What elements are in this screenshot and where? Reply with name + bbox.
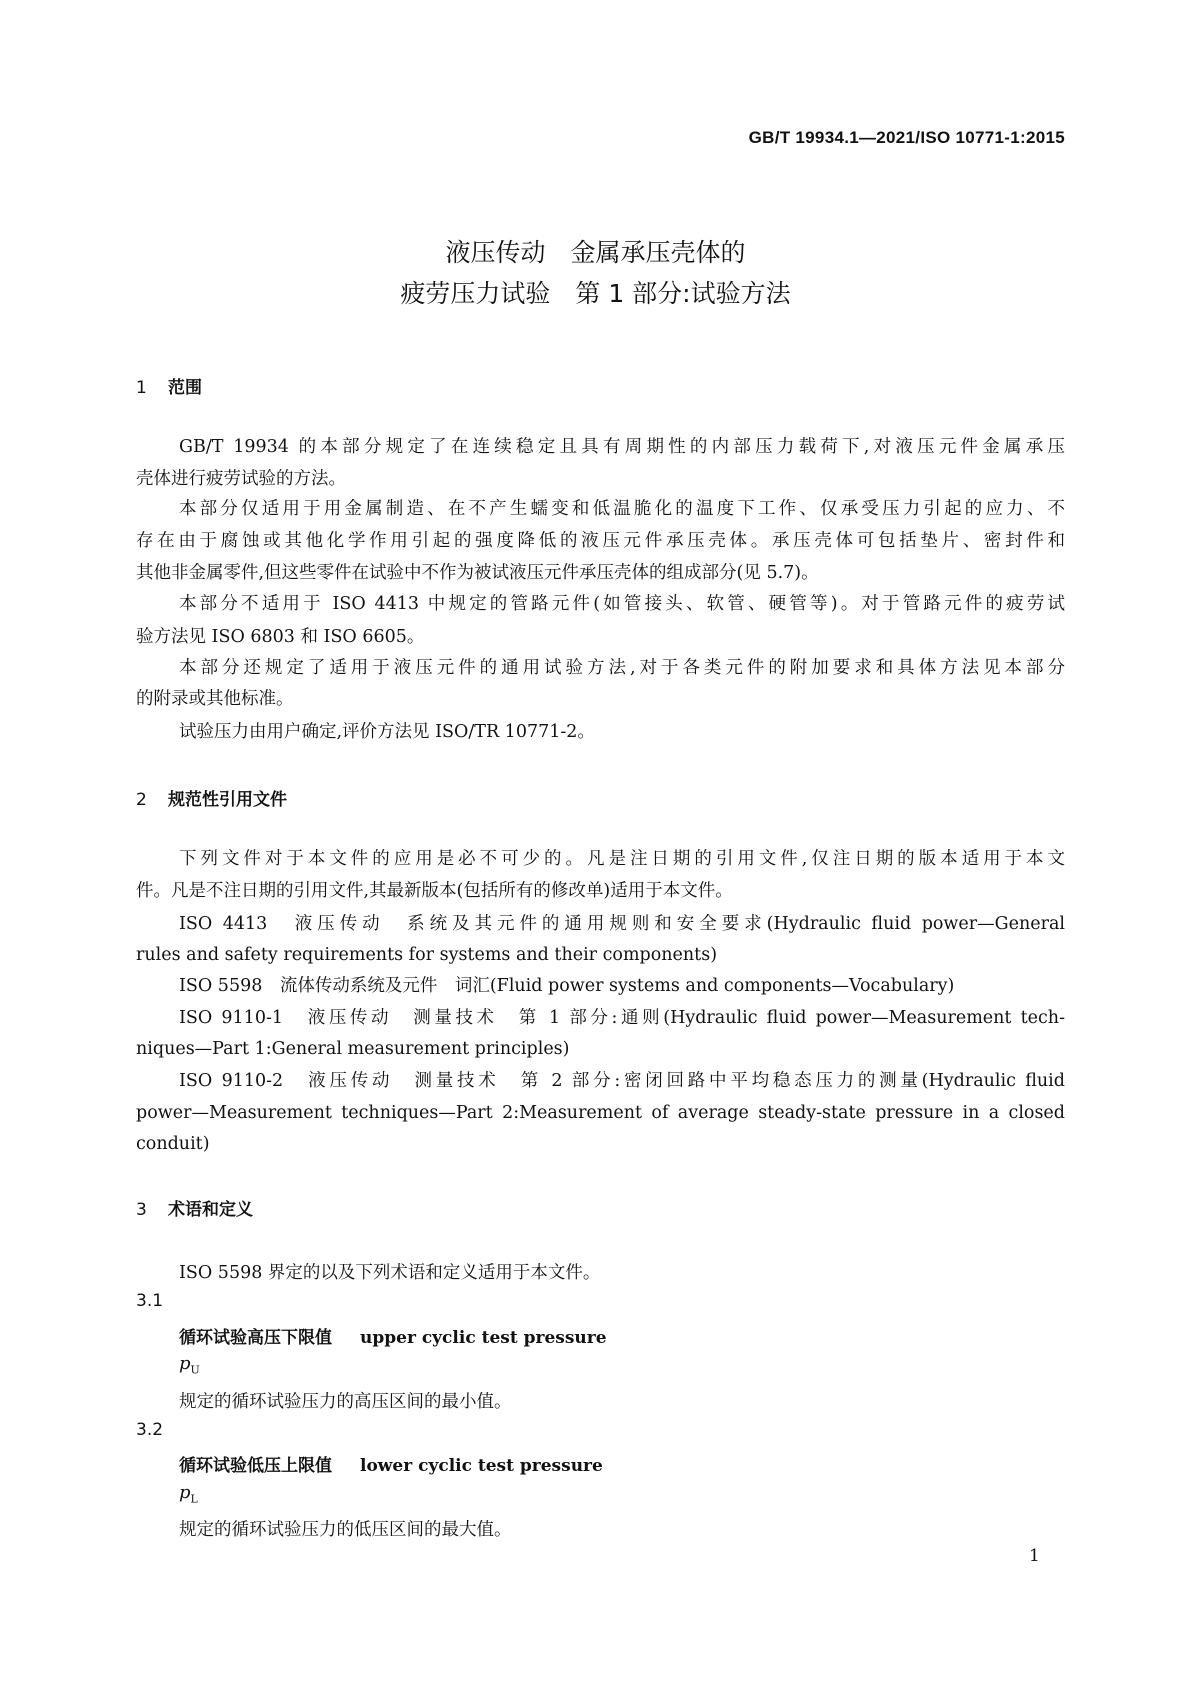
section-heading-terms	[136, 1195, 253, 1220]
document-title-line2: 疲劳压力试验 第 1 部分:试验方法	[400, 279, 791, 308]
symbol-subscript: L	[190, 1492, 198, 1506]
scope-line: GB/T 19934 的本部分规定了在连续稳定且具有周期性的内部压力载荷下,对液压元件金属承压	[179, 437, 1065, 457]
scope-line: 的附录或其他标准。	[136, 689, 294, 709]
term-entry	[179, 1323, 607, 1348]
section-title: 术语和定义	[168, 1200, 253, 1220]
reference-entry: ISO 5598 流体传动系统及元件 词汇(Fluid power systems and components—Vocabulary)	[179, 976, 955, 996]
refs-line: 件。凡是不注日期的引用文件,其最新版本(包括所有的修改单)适用于本文件。	[136, 881, 733, 901]
section-number: 2	[136, 790, 147, 810]
term-en: lower cyclic test pressure	[360, 1456, 603, 1476]
symbol-letter: p	[179, 1482, 191, 1503]
symbol-subscript: U	[190, 1363, 200, 1377]
refs-line: 下列文件对于本文件的应用是必不可少的。凡是注日期的引用文件,仅注日期的版本适用于本文	[179, 849, 1065, 869]
section-number: 1	[136, 378, 147, 398]
symbol-letter: p	[179, 1353, 191, 1374]
term-number: 3.1	[136, 1291, 164, 1311]
reference-entry: ISO 4413 液压传动 系统及其元件的通用规则和安全要求(Hydraulic fluid power—General	[179, 914, 1065, 934]
scope-line: 本部分不适用于 ISO 4413 中规定的管路元件(如管接头、软管、硬管等)。对于管路元件的疲劳试	[179, 594, 1065, 614]
term-symbol	[179, 1482, 198, 1506]
terms-intro: ISO 5598 界定的以及下列术语和定义适用于本文件。	[179, 1263, 601, 1283]
reference-entry: conduit)	[136, 1134, 210, 1154]
reference-entry: rules and safety requirements for systems and their components)	[136, 945, 718, 965]
page-number: 1	[1029, 1546, 1040, 1566]
term-entry	[179, 1451, 603, 1476]
section-title: 规范性引用文件	[168, 790, 287, 810]
section-heading-scope	[136, 373, 202, 398]
section-heading-normative-references	[136, 785, 287, 810]
scope-line: 本部分仅适用于用金属制造、在不产生蠕变和低温脆化的温度下工作、仅承受压力引起的应力、不	[179, 499, 1065, 519]
reference-entry: ISO 9110-1 液压传动 测量技术 第 1 部分:通则(Hydraulic fluid power—Measurement tech-	[179, 1008, 1065, 1028]
reference-entry: ISO 9110-2 液压传动 测量技术 第 2 部分:密闭回路中平均稳态压力的测量(Hydraulic fluid	[179, 1071, 1065, 1091]
term-en: upper cyclic test pressure	[360, 1328, 607, 1348]
section-number: 3	[136, 1200, 147, 1220]
reference-entry: niques—Part 1:General measurement principles)	[136, 1039, 570, 1059]
term-definition: 规定的循环试验压力的低压区间的最大值。	[179, 1520, 512, 1540]
scope-line: 壳体进行疲劳试验的方法。	[136, 469, 346, 489]
scope-line: 其他非金属零件,但这些零件在试验中不作为被试液压元件承压壳体的组成部分(见 5.7)。	[136, 563, 819, 583]
term-zh: 循环试验高压下限值	[179, 1328, 332, 1348]
term-definition: 规定的循环试验压力的高压区间的最小值。	[179, 1392, 512, 1412]
term-zh: 循环试验低压上限值	[179, 1456, 332, 1476]
term-number: 3.2	[136, 1420, 164, 1440]
reference-entry: power—Measurement techniques—Part 2:Measurement of average steady-state pressure in a closed	[136, 1103, 1065, 1123]
section-title: 范围	[168, 378, 202, 398]
scope-line: 本部分还规定了适用于液压元件的通用试验方法,对于各类元件的附加要求和具体方法见本部分	[179, 658, 1065, 678]
scope-line: 存在由于腐蚀或其他化学作用引起的强度降低的液压元件承压壳体。承压壳体可包括垫片、密封件和	[136, 531, 1065, 551]
scope-line: 验方法见 ISO 6803 和 ISO 6605。	[136, 627, 425, 647]
term-symbol	[179, 1353, 200, 1377]
document-title-line1: 液压传动 金属承压壳体的	[445, 238, 746, 267]
scope-line: 试验压力由用户确定,评价方法见 ISO/TR 10771-2。	[179, 722, 595, 742]
document-code-header: GB/T 19934.1—2021/ISO 10771-1:2015	[748, 128, 1065, 147]
